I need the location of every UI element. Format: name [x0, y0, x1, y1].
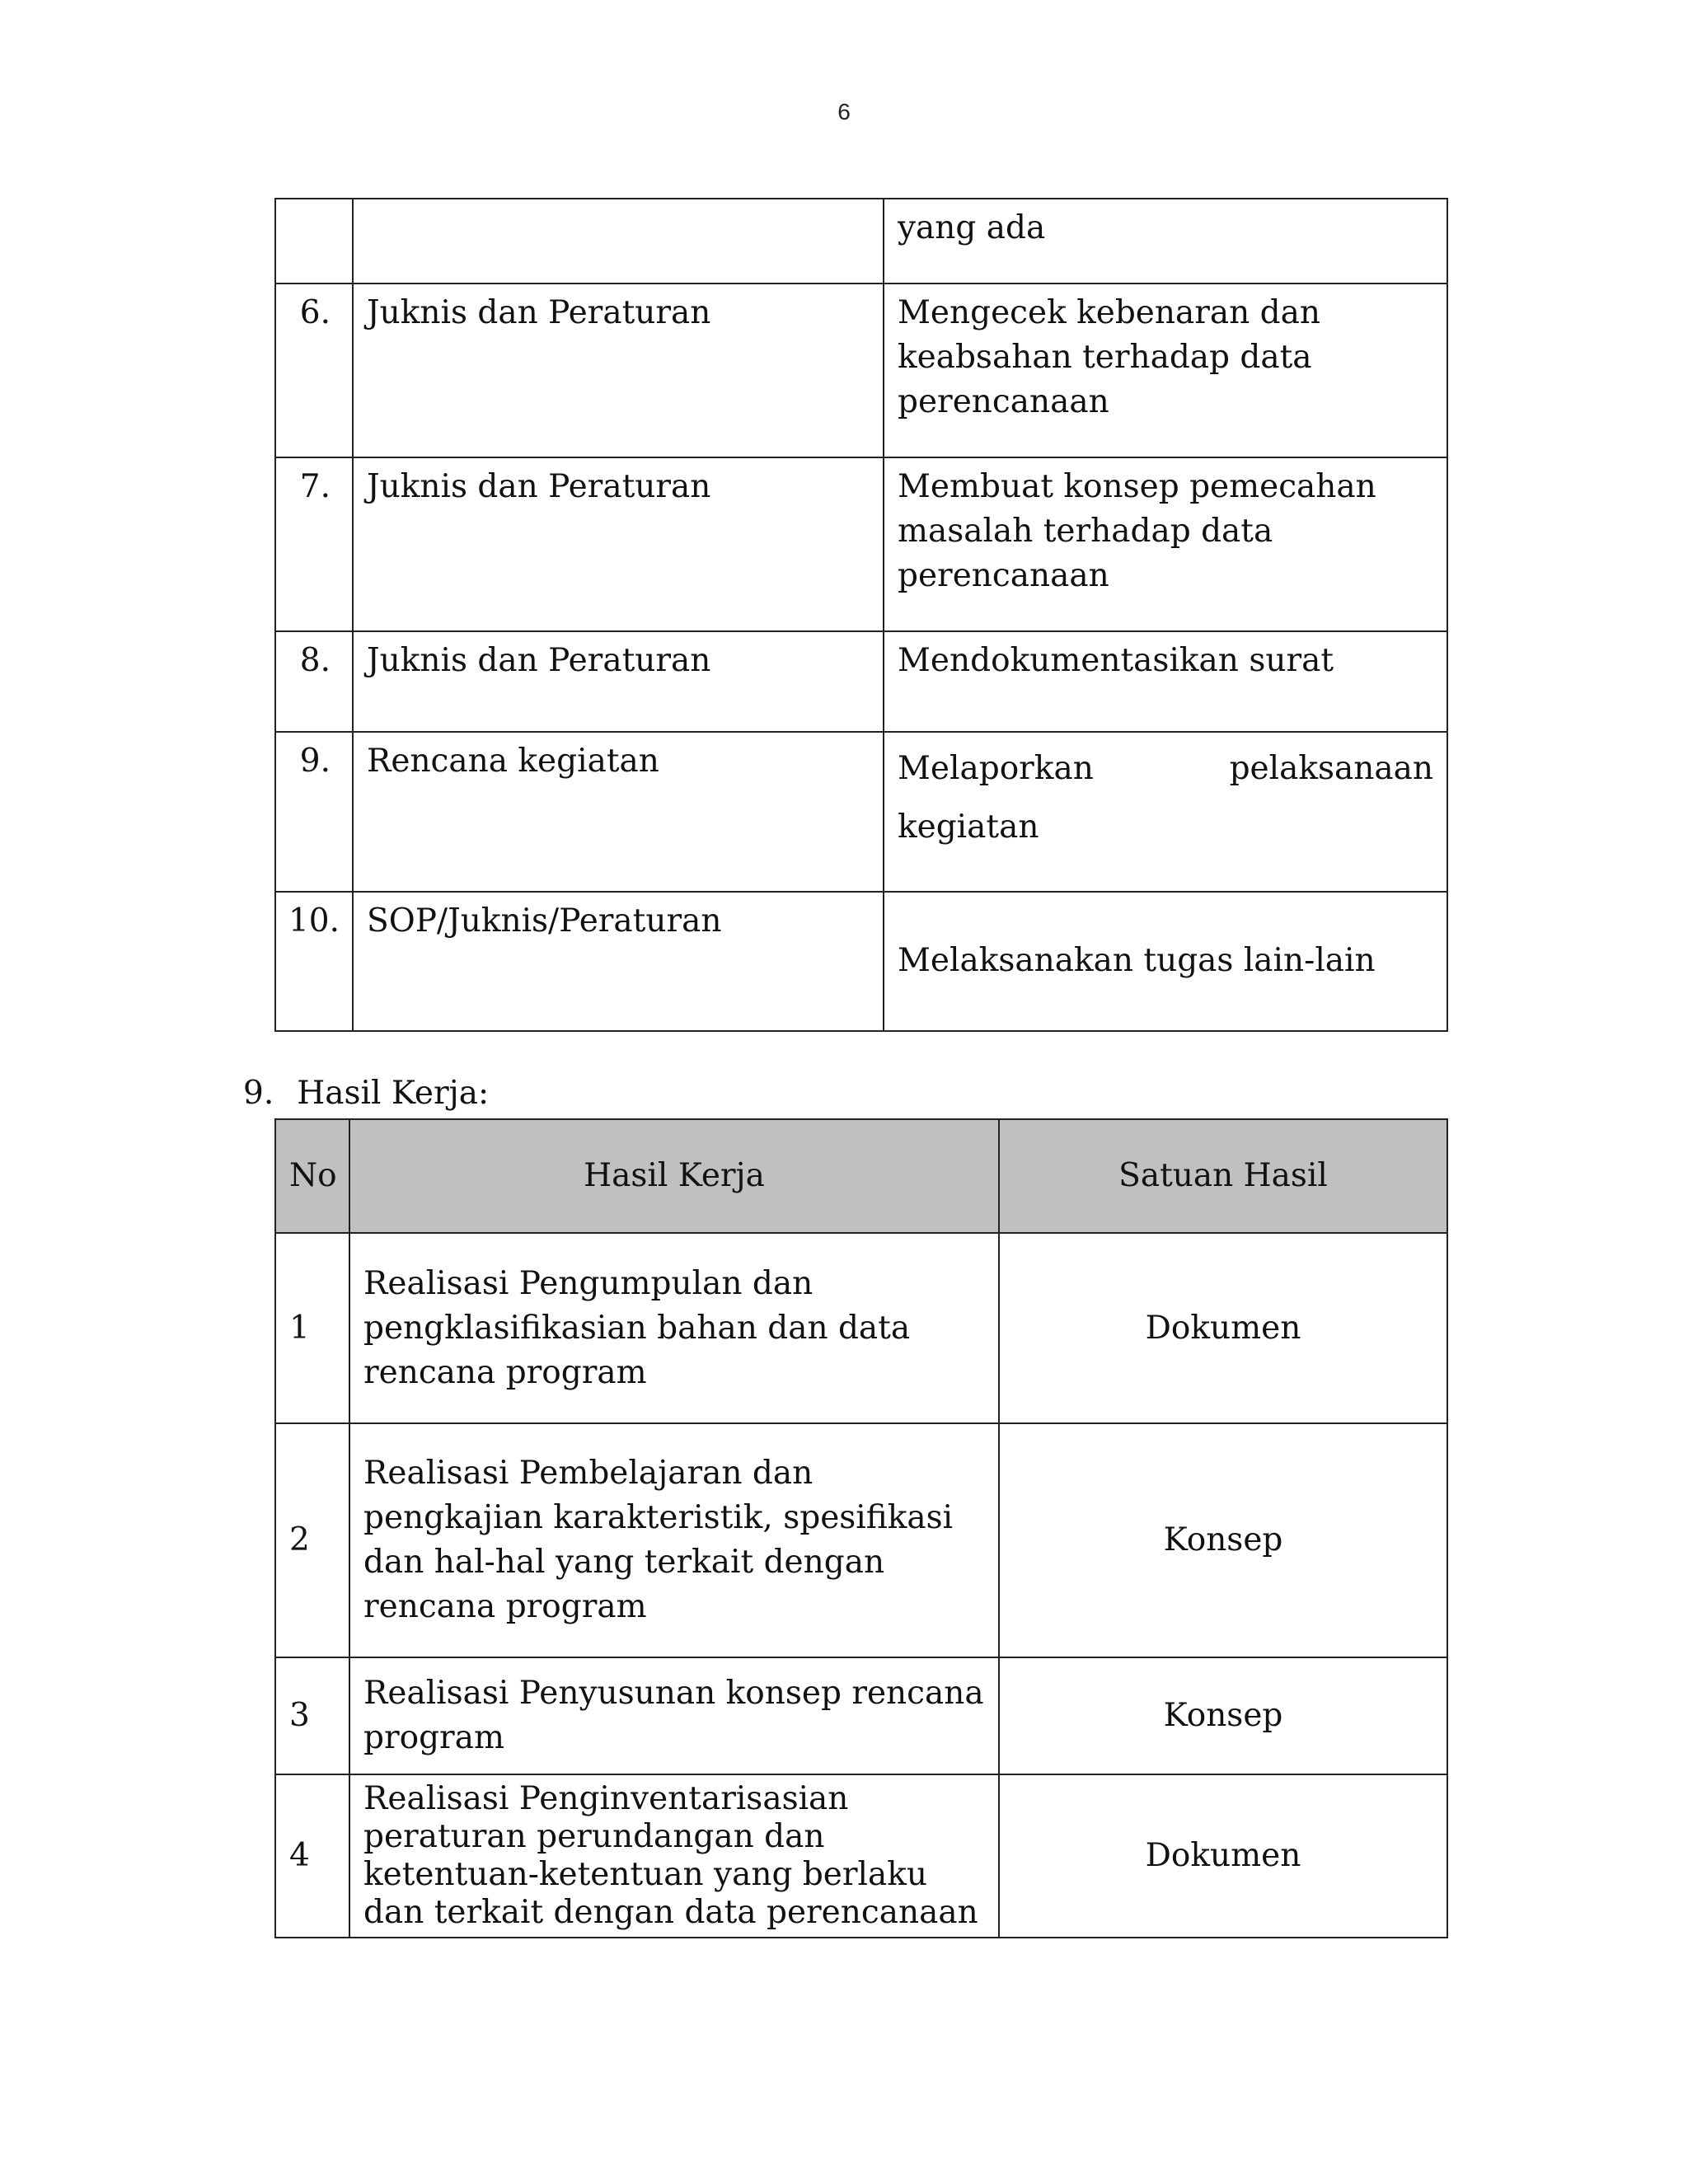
- input-cell: Rencana kegiatan: [353, 732, 884, 892]
- row-number: 4: [275, 1774, 349, 1938]
- table-header-row: [275, 1119, 1447, 1233]
- table-row: [275, 1233, 1447, 1423]
- satuan-hasil-cell: Dokumen: [999, 1233, 1447, 1423]
- table-row: [275, 892, 1447, 1031]
- hasil-kerja-cell: Realisasi Penginventarisasian peraturan perundangan dan ketentuan-ketentuan yang berlaku dan terkait dengan data perencanaan: [349, 1774, 999, 1938]
- hasil-kerja-table: [274, 1118, 1448, 1938]
- table-row: [275, 1774, 1447, 1938]
- table-row: [275, 457, 1447, 631]
- input-cell: Juknis dan Peraturan: [353, 631, 884, 732]
- row-number: 6.: [275, 284, 353, 457]
- row-number: [275, 199, 353, 284]
- hasil-kerja-cell: Realisasi Penyusunan konsep rencana program: [349, 1657, 999, 1774]
- section-number: 9.: [243, 1075, 274, 1112]
- satuan-hasil-cell: Konsep: [999, 1423, 1447, 1657]
- activity-cell: Mendokumentasikan surat: [884, 631, 1447, 732]
- page-number: 6: [837, 99, 851, 124]
- table-row: [275, 631, 1447, 732]
- row-number: 1: [275, 1233, 349, 1423]
- activity-cell: Melaporkan pelaksanaan kegiatan: [884, 732, 1447, 892]
- section-title: Hasil Kerja:: [297, 1075, 490, 1112]
- satuan-hasil-cell: Konsep: [999, 1657, 1447, 1774]
- column-header-hasil-kerja: Hasil Kerja: [349, 1119, 999, 1233]
- table-row: [275, 1423, 1447, 1657]
- hasil-kerja-cell: Realisasi Pembelajaran dan pengkajian karakteristik, spesifikasi dan hal-hal yang terkait dengan rencana program: [349, 1423, 999, 1657]
- tugas-pokok-continuation-table: [274, 198, 1448, 1032]
- input-cell: SOP/Juknis/Peraturan: [353, 892, 884, 1031]
- table-row: [275, 1657, 1447, 1774]
- table-row: [275, 199, 1447, 284]
- table-row: [275, 284, 1447, 457]
- input-cell: [353, 199, 884, 284]
- activity-cell: yang ada: [884, 199, 1447, 284]
- row-number: 9.: [275, 732, 353, 892]
- activity-cell: Mengecek kebenaran dan keabsahan terhadap data perencanaan: [884, 284, 1447, 457]
- input-cell: Juknis dan Peraturan: [353, 457, 884, 631]
- satuan-hasil-cell: Dokumen: [999, 1774, 1447, 1938]
- row-number: 10.: [275, 892, 353, 1031]
- section-heading: [243, 1071, 489, 1116]
- column-header-no: No: [275, 1119, 349, 1233]
- column-header-satuan-hasil: Satuan Hasil: [999, 1119, 1447, 1233]
- row-number: 3: [275, 1657, 349, 1774]
- row-number: 2: [275, 1423, 349, 1657]
- row-number: 8.: [275, 631, 353, 732]
- hasil-kerja-cell: Realisasi Pengumpulan dan pengklasifikasian bahan dan data rencana program: [349, 1233, 999, 1423]
- row-number: 7.: [275, 457, 353, 631]
- input-cell: Juknis dan Peraturan: [353, 284, 884, 457]
- table-row: [275, 732, 1447, 892]
- activity-cell: Melaksanakan tugas lain-lain: [884, 892, 1447, 1031]
- activity-cell: Membuat konsep pemecahan masalah terhadap data perencanaan: [884, 457, 1447, 631]
